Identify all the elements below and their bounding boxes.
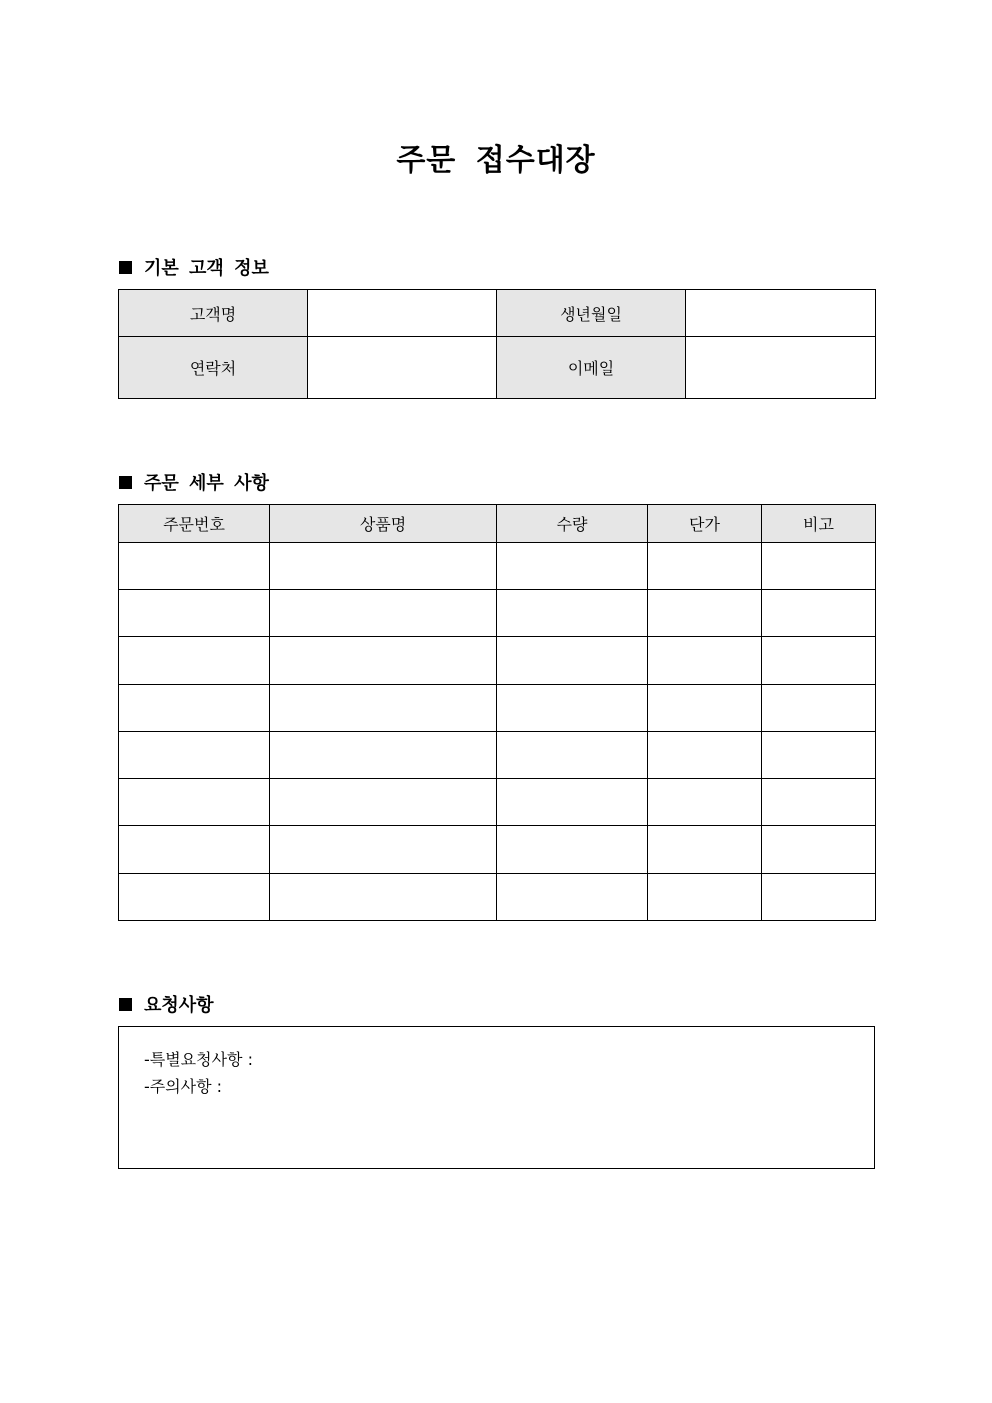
label-birthdate: 생년월일 (497, 290, 686, 337)
table-row (119, 337, 876, 399)
unit-price-cell[interactable] (648, 779, 762, 826)
table-row (119, 826, 876, 874)
special-request-line (144, 1047, 253, 1070)
unit-price-cell[interactable] (648, 732, 762, 779)
table-row (119, 590, 876, 637)
square-bullet-icon (119, 998, 132, 1011)
label-customer-name: 고객명 (119, 290, 308, 337)
quantity-cell[interactable] (497, 637, 648, 685)
order-number-cell[interactable] (119, 685, 270, 732)
order-number-cell[interactable] (119, 637, 270, 685)
section-title-request: 요청사항 (144, 995, 214, 1016)
section-title-order: 주문 세부 사항 (144, 473, 269, 494)
label-contact: 연락처 (119, 337, 308, 399)
section-header-customer (119, 254, 269, 280)
quantity-cell[interactable] (497, 826, 648, 874)
special-request-label: -특별요청사항 : (144, 1050, 253, 1069)
label-email: 이메일 (497, 337, 686, 399)
remarks-cell[interactable] (762, 637, 876, 685)
table-row (119, 874, 876, 921)
square-bullet-icon (119, 476, 132, 489)
caution-label: -주의사항 : (144, 1077, 223, 1096)
product-name-cell[interactable] (270, 874, 497, 921)
customer-name-field[interactable] (308, 290, 497, 337)
order-number-cell[interactable] (119, 543, 270, 590)
order-number-cell[interactable] (119, 779, 270, 826)
product-name-cell[interactable] (270, 732, 497, 779)
order-number-cell[interactable] (119, 826, 270, 874)
product-name-cell[interactable] (270, 543, 497, 590)
product-name-cell[interactable] (270, 826, 497, 874)
order-number-cell[interactable] (119, 732, 270, 779)
table-row (119, 732, 876, 779)
unit-price-cell[interactable] (648, 874, 762, 921)
unit-price-cell[interactable] (648, 543, 762, 590)
customer-info-table (118, 289, 876, 399)
unit-price-cell[interactable] (648, 637, 762, 685)
quantity-cell[interactable] (497, 590, 648, 637)
remarks-cell[interactable] (762, 732, 876, 779)
product-name-cell[interactable] (270, 685, 497, 732)
table-header-row (119, 505, 876, 543)
quantity-cell[interactable] (497, 543, 648, 590)
remarks-cell[interactable] (762, 826, 876, 874)
caution-line (144, 1074, 222, 1097)
unit-price-cell[interactable] (648, 685, 762, 732)
header-product-name: 상품명 (270, 505, 497, 543)
remarks-cell[interactable] (762, 685, 876, 732)
product-name-cell[interactable] (270, 779, 497, 826)
quantity-cell[interactable] (497, 874, 648, 921)
table-row (119, 290, 876, 337)
page-title: 주문 접수대장 (396, 143, 596, 178)
quantity-cell[interactable] (497, 685, 648, 732)
header-remarks: 비고 (762, 505, 876, 543)
table-row (119, 685, 876, 732)
remarks-cell[interactable] (762, 590, 876, 637)
section-header-request (119, 991, 214, 1017)
quantity-cell[interactable] (497, 732, 648, 779)
quantity-cell[interactable] (497, 779, 648, 826)
order-number-cell[interactable] (119, 590, 270, 637)
table-row (119, 637, 876, 685)
request-box (118, 1026, 875, 1169)
product-name-cell[interactable] (270, 590, 497, 637)
order-details-table (118, 504, 876, 921)
table-row (119, 779, 876, 826)
section-title-customer: 기본 고객 정보 (144, 258, 269, 279)
unit-price-cell[interactable] (648, 826, 762, 874)
header-unit-price: 단가 (648, 505, 762, 543)
header-order-number: 주문번호 (119, 505, 270, 543)
product-name-cell[interactable] (270, 637, 497, 685)
remarks-cell[interactable] (762, 543, 876, 590)
remarks-cell[interactable] (762, 779, 876, 826)
contact-field[interactable] (308, 337, 497, 399)
section-header-order (119, 469, 269, 495)
email-field[interactable] (686, 337, 876, 399)
square-bullet-icon (119, 261, 132, 274)
birthdate-field[interactable] (686, 290, 876, 337)
unit-price-cell[interactable] (648, 590, 762, 637)
order-number-cell[interactable] (119, 874, 270, 921)
header-quantity: 수량 (497, 505, 648, 543)
table-row (119, 543, 876, 590)
remarks-cell[interactable] (762, 874, 876, 921)
